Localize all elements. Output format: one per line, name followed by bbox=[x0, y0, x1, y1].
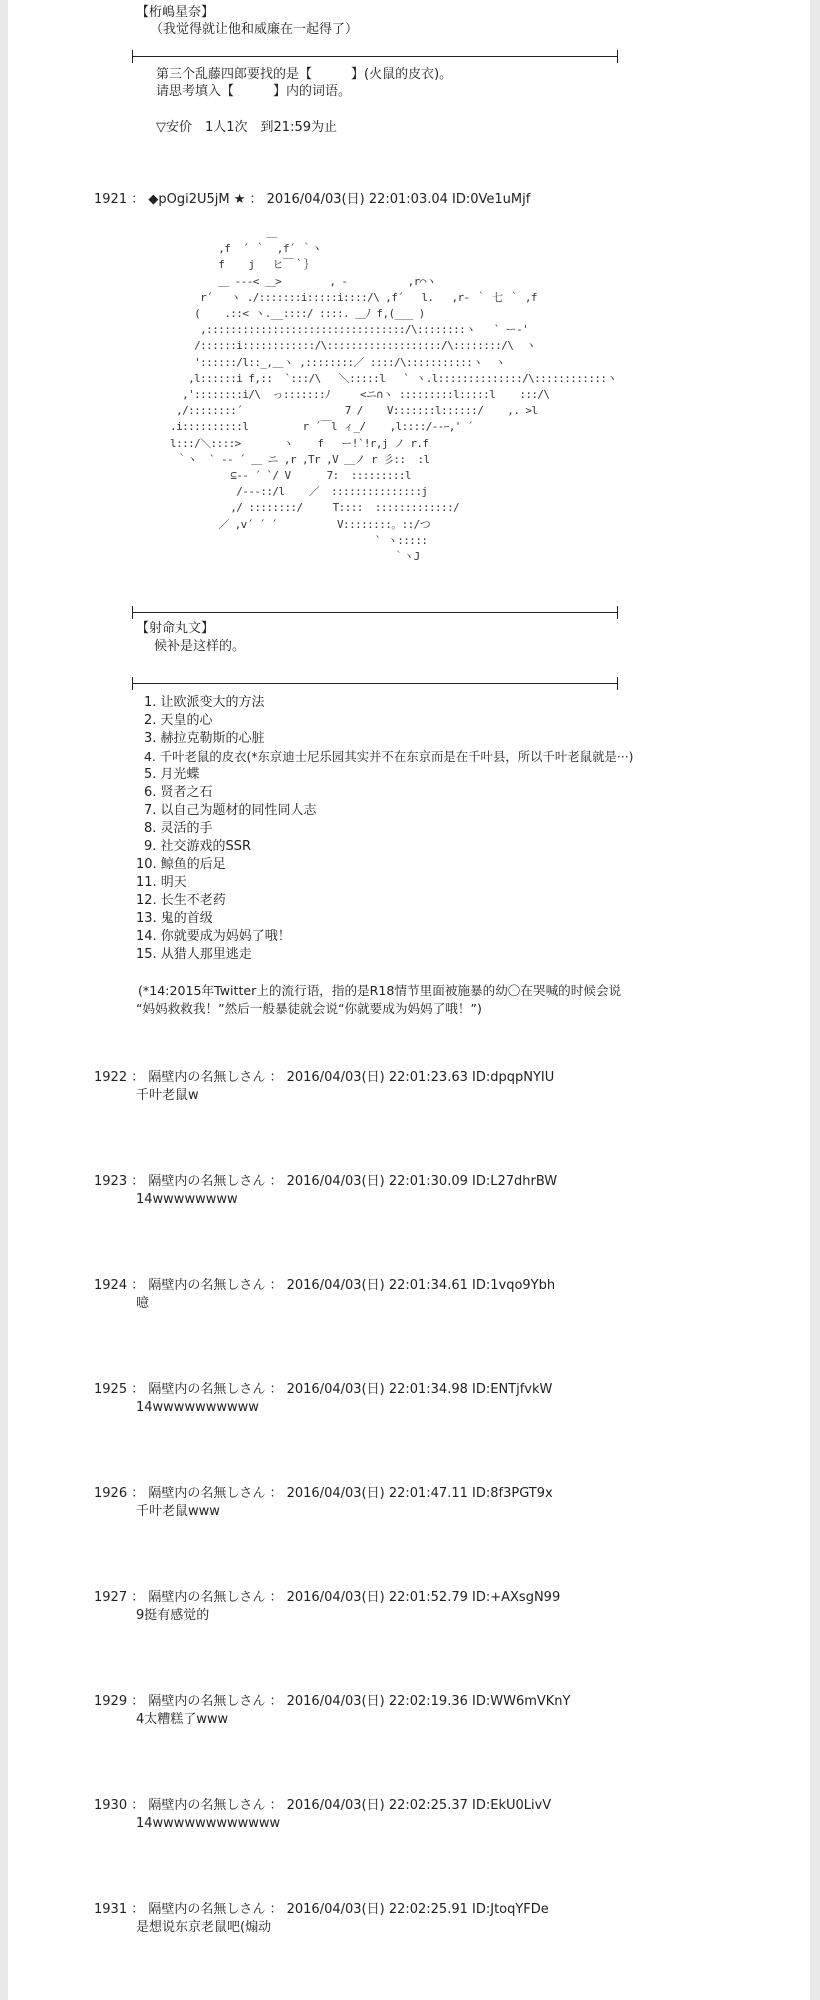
post-header: 1923 ： 隔壁内の名無しさん ： 2016/04/03(日) 22:01:30.09 ID:L27dhrBW bbox=[94, 1174, 558, 1189]
list-item: 2. 天皇的心 bbox=[144, 713, 213, 728]
list-item: 7. 以自己为题材的同性同人志 bbox=[144, 803, 317, 818]
list-item: 1. 让欧派变大的方法 bbox=[144, 695, 265, 710]
post-header: 1929 ： 隔壁内の名無しさん ： 2016/04/03(日) 22:02:19.36 ID:WW6mVKnY bbox=[94, 1694, 571, 1709]
speaker-tag: 【射命丸文】 bbox=[136, 621, 215, 636]
list-item: 9. 社交游戏的SSR bbox=[144, 839, 252, 854]
footnote-line-2: “妈妈救救我！”然后一般暴徒就会说“你就要成为妈妈了哦！”) bbox=[136, 1001, 482, 1016]
post-body: 4太糟糕了www bbox=[136, 1712, 229, 1727]
post-body: 14wwwwwwwwwwww bbox=[136, 1816, 281, 1831]
list-item: 11. 明天 bbox=[136, 875, 187, 890]
post-body: 噫 bbox=[136, 1296, 150, 1311]
vote-notice: ▽安价 1人1次 到21:59为止 bbox=[156, 120, 338, 135]
post-body: 14wwwwwwwwww bbox=[136, 1400, 259, 1415]
list-item: 3. 赫拉克勒斯的心脏 bbox=[144, 731, 265, 746]
post-header: 1930 ： 隔壁内の名無しさん ： 2016/04/03(日) 22:02:25.37 ID:EkU0LivV bbox=[94, 1798, 552, 1813]
dialogue-line: 候补是这样的。 bbox=[154, 639, 246, 654]
list-item: 4. 千叶老鼠的皮衣(*东京迪士尼乐园其实并不在东京而是在千叶县，所以千叶老鼠就是···) bbox=[144, 749, 634, 764]
thread-page bbox=[8, 0, 810, 2000]
post-header: 1924 ： 隔壁内の名無しさん ： 2016/04/03(日) 22:01:34.61 ID:1vqo9Ybh bbox=[94, 1278, 556, 1293]
post-body: 9挺有感觉的 bbox=[136, 1608, 210, 1623]
post-body: 14wwwwwwww bbox=[136, 1192, 238, 1207]
list-item: 13. 鬼的首级 bbox=[136, 911, 213, 926]
dialogue-line: （我觉得就让他和威廉在一起得了） bbox=[150, 22, 359, 37]
divider bbox=[132, 683, 618, 684]
footnote-line-1: (*14:2015年Twitter上的流行语，指的是R18情节里面被施暴的幼〇在哭喊的时候会说 bbox=[138, 983, 622, 998]
question-line-1: 第三个乱藤四郎要找的是【 】(火鼠的皮衣)。 bbox=[156, 67, 453, 82]
list-item: 6. 贤者之石 bbox=[144, 785, 213, 800]
ascii-art: ＿ ,f ´ ｀ ,f´ ｀ヽ f j ヒ￣｀｝ ＿ -‐-< ＿> , - ,r⌒ヽ r´ ヽ ./:::::::i:::::i::::/\ ,f´ l. ,r‐ ｀ 七 ｀ ,f ( .::< ヽ.__::::/ ::::. ＿ﾉ f,(___ ) ,:::::::::::::::::::::::::::::::::/\::::::::ヽ ` ー‐' /::::::i::::::::::::/\:::::::::::::::::::/\::::::::/\ ヽ '::::::/l::_,＿ヽ ,::::::::／ ::::/\:::::::::::ヽ ヽ ,l::::::i f,:: `:::/\ ＼:::::l ` ヽ.l::::::::::::::/\::::::::::::ヽ ,'::::::::i/\ っ:::::::ﾉ <ニ∩ヽ :::::::::l:::::l :::/\ ,/::::::::´ 7 / V:::::::l::::::/ ,. >l .i::::::::::l r ´￣l ィ_/ ,l::::/‐‐ｰ,' ´ l:::/＼::::> ヽ f ー!`!r,j ノ r.f ｀ヽ ` -‐ ´ ＿ ニ ,r ,Tr ,V ＿ノ r 彡:: :l ⊆-‐ ´ `/ V 7: :::::::::l /‐‐-::/l ／ :::::::::::::::j ,/ ::::::::/ T:::: :::::::::::::/ ／ ,v´ ´ ´ V::::::::。::/つ ` ヽ::::: ｀ヽJ bbox=[170, 226, 617, 564]
post-body: 千叶老鼠www bbox=[136, 1504, 220, 1519]
post-header: 1931 ： 隔壁内の名無しさん ： 2016/04/03(日) 22:02:25.91 ID:JtoqYFDe bbox=[94, 1902, 549, 1917]
divider bbox=[132, 612, 618, 613]
post-header: 1922 ： 隔壁内の名無しさん ： 2016/04/03(日) 22:01:23.63 ID:dpqpNYIU bbox=[94, 1070, 555, 1085]
list-item: 12. 长生不老药 bbox=[136, 893, 226, 908]
list-item: 15. 从猎人那里逃走 bbox=[136, 947, 252, 962]
list-item: 14. 你就要成为妈妈了哦！ bbox=[136, 929, 291, 944]
post-body: 千叶老鼠w bbox=[136, 1088, 199, 1103]
list-item: 5. 月光蝶 bbox=[144, 767, 200, 782]
post-header: 1927 ： 隔壁内の名無しさん ： 2016/04/03(日) 22:01:52.79 ID:+AXsgN99 bbox=[94, 1590, 561, 1605]
question-line-2: 请思考填入【 】内的词语。 bbox=[156, 84, 352, 99]
speaker-tag: 【桁嶋星奈】 bbox=[136, 5, 215, 20]
post-header: 1921 ： ◆pOgi2U5jM ★ ： 2016/04/03(日) 22:01:03.04 ID:0Ve1uMjf bbox=[94, 192, 531, 207]
post-body: 是想说东京老鼠吧(煽动 bbox=[136, 1920, 272, 1935]
list-item: 10. 鲸鱼的后足 bbox=[136, 857, 226, 872]
post-header: 1925 ： 隔壁内の名無しさん ： 2016/04/03(日) 22:01:34.98 ID:ENTjfvkW bbox=[94, 1382, 553, 1397]
divider bbox=[132, 56, 618, 57]
list-item: 8. 灵活的手 bbox=[144, 821, 213, 836]
post-header: 1926 ： 隔壁内の名無しさん ： 2016/04/03(日) 22:01:47.11 ID:8f3PGT9x bbox=[94, 1486, 553, 1501]
